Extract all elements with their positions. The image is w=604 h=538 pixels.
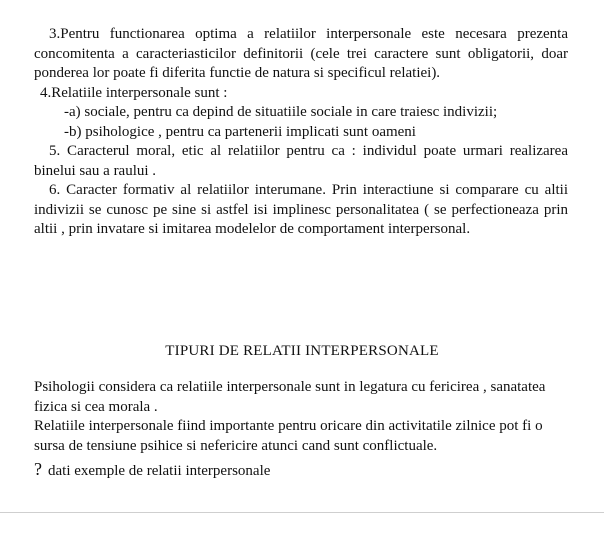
characteristics-section (34, 25, 568, 240)
section-heading: TIPURI DE RELATII INTERPERSONALE (165, 343, 439, 359)
paragraph-4-title: 4.Relatiile interpersonale sunt : (40, 84, 228, 101)
paragraph-5: 5. Caracterul moral, etic al relatiilor pentru ca : individul poate urmari realizarea binelui sau a raului . (34, 143, 568, 179)
types-paragraph-2: Relatiile interpersonale fiind importante pentru oricare din activitatile zilnice pot fi o sursa de tensiune psihice si nefericire atunci cand sunt conflictuale. (34, 418, 543, 454)
question-text: dati exemple de relatii interpersonale (48, 463, 271, 479)
paragraph-3: 3.Pentru functionarea optima a relatiilor interpersonale este necesara prezenta concomitenta a caracteriasticilor definitorii (cele trei caractere sunt obligatorii, doar ponderea lor poate fi diferita functie de natura si specificul relatiei). (34, 26, 568, 81)
types-section (34, 378, 568, 482)
page-divider (0, 512, 604, 513)
question-line (34, 460, 568, 482)
paragraph-4-item-a: -a) sociale, pentru ca depind de situatiile sociale in care traiesc indivizii; (64, 104, 498, 120)
types-paragraph-1: Psihologii considera ca relatiile interpersonale sunt in legatura cu fericirea , sanatatea fizica si cea morala . (34, 379, 546, 415)
question-mark: ? (34, 459, 42, 479)
paragraph-4-item-b: -b) psihologice , pentru ca partenerii implicati sunt oameni (64, 123, 416, 140)
paragraph-6: 6. Caracter formativ al relatiilor interumane. Prin interactiune si comparare cu altii indivizii se cunosc pe sine si astfel isi implinesc personalitatea ( se perfectioneaza prin altii , prin invatare si imitarea modelelor de comportament interpersonal. (34, 182, 568, 237)
